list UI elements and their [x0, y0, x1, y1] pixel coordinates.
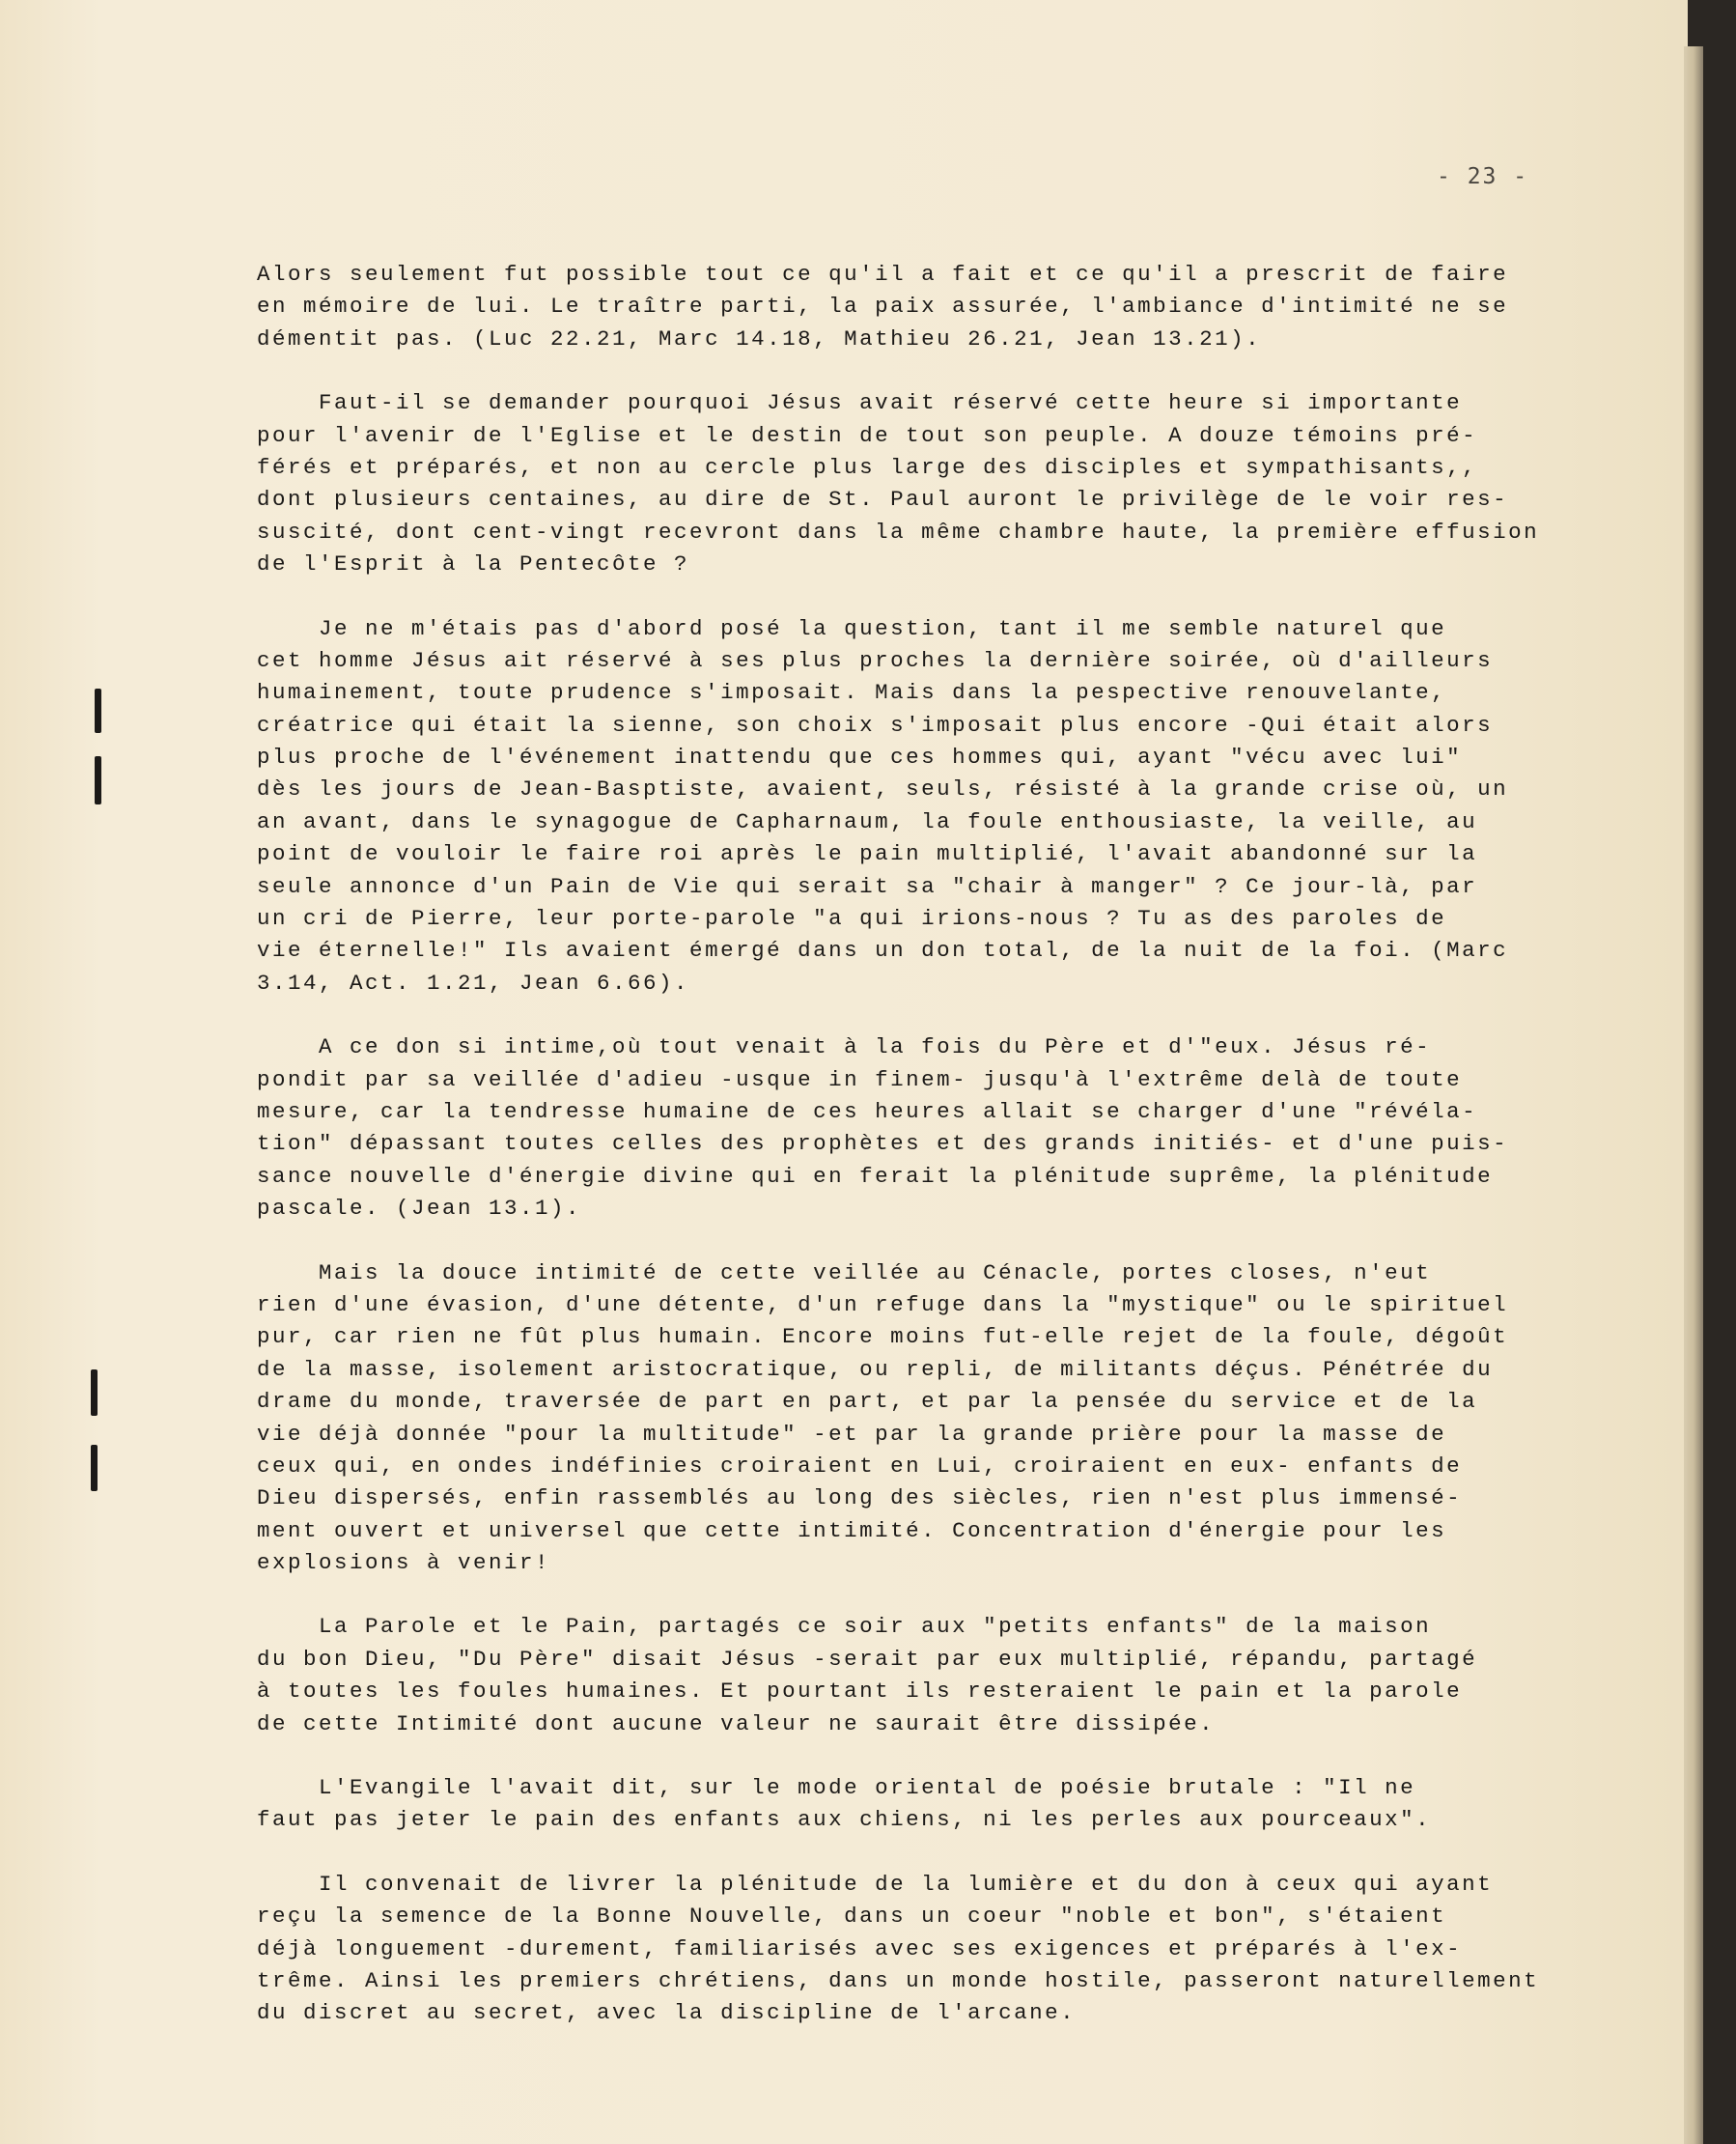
text-line: dès les jours de Jean-Basptiste, avaient, seuls, résisté à la grande crise où, un [257, 776, 1509, 803]
text-line: faut pas jeter le pain des enfants aux chiens, ni les perles aux pourceaux". [257, 1807, 1432, 1833]
text-line: pascale. (Jean 13.1). [257, 1196, 582, 1222]
paragraph [257, 1031, 1628, 1225]
text-line: Faut-il se demander pourquoi Jésus avait réservé cette heure si importante [257, 390, 1463, 416]
text-line: un cri de Pierre, leur porte-parole "a qui irions-nous ? Tu as des paroles de [257, 906, 1447, 932]
paragraph [257, 259, 1628, 355]
text-line: plus proche de l'événement inattendu que ces hommes qui, ayant "vécu avec lui" [257, 745, 1463, 771]
text-line: vie déjà donnée "pour la multitude" -et par la grande prière pour la masse de [257, 1421, 1447, 1447]
text-line: an avant, dans le synagogue de Capharnaum, la foule enthousiaste, la veille, au [257, 808, 1478, 834]
paragraph [257, 1869, 1628, 2030]
paragraph [257, 613, 1628, 1001]
text-line: dont plusieurs centaines, au dire de St. Paul auront le privilège de le voir res- [257, 487, 1509, 513]
text-line: pondit par sa veillée d'adieu -usque in finem- jusqu'à l'extrême delà de toute [257, 1066, 1463, 1092]
page-number: - 23 - [1437, 164, 1529, 189]
text-line: trême. Ainsi les premiers chrétiens, dans un monde hostile, passeront naturellement [257, 1967, 1540, 1993]
body-text [257, 259, 1628, 2062]
text-line: reçu la semence de la Bonne Nouvelle, dans un coeur "noble et bon", s'étaient [257, 1904, 1447, 1930]
margin-mark [91, 1369, 98, 1416]
text-line: A ce don si intime,où tout venait à la fois du Père et d'"eux. Jésus ré- [257, 1034, 1432, 1060]
paragraph [257, 1772, 1628, 1837]
text-line: créatrice qui était la sienne, son choix s'imposait plus encore -Qui était alors [257, 712, 1494, 738]
text-line: mesure, car la tendresse humaine de ces heures allait se charger d'une "révéla- [257, 1098, 1478, 1124]
paragraph [257, 1611, 1628, 1740]
text-line: pour l'avenir de l'Eglise et le destin de tout son peuple. A douze témoins pré- [257, 422, 1478, 448]
text-line: de la masse, isolement aristocratique, ou repli, de militants déçus. Pénétrée du [257, 1356, 1494, 1382]
text-line: déjà longuement -durement, familiarisés avec ses exigences et préparés à l'ex- [257, 1935, 1463, 1961]
paragraph [257, 387, 1628, 580]
text-line: seule annonce d'un Pain de Vie qui serait sa "chair à manger" ? Ce jour-là, par [257, 873, 1478, 899]
paragraph [257, 1257, 1628, 1580]
text-line: humainement, toute prudence s'imposait. Mais dans la pespective renouvelante, [257, 680, 1447, 706]
text-line: de cette Intimité dont aucune valeur ne saurait être dissipée. [257, 1710, 1216, 1736]
text-line: suscité, dont cent-vingt recevront dans la même chambre haute, la première effusion [257, 519, 1540, 545]
text-line: démentit pas. (Luc 22.21, Marc 14.18, Mathieu 26.21, Jean 13.21). [257, 325, 1262, 352]
text-line: drame du monde, traversée de part en part, et par la pensée du service et de la [257, 1389, 1478, 1415]
text-line: ment ouvert et universel que cette intimité. Concentration d'énergie pour les [257, 1517, 1447, 1543]
text-line: explosions à venir! [257, 1550, 551, 1576]
text-line: ceux qui, en ondes indéfinies croiraient en Lui, croiraient en eux- enfants de [257, 1453, 1463, 1479]
text-line: La Parole et le Pain, partagés ce soir aux "petits enfants" de la maison [257, 1614, 1432, 1640]
text-line: point de vouloir le faire roi après le pain multiplié, l'avait abandonné sur la [257, 841, 1478, 867]
margin-mark [91, 1445, 98, 1491]
text-line: de l'Esprit à la Pentecôte ? [257, 551, 690, 578]
text-line: sance nouvelle d'énergie divine qui en ferait la plénitude suprême, la plénitude [257, 1163, 1494, 1189]
text-line: vie éternelle!" Ils avaient émergé dans un don total, de la nuit de la foi. (Marc [257, 938, 1509, 964]
text-line: Mais la douce intimité de cette veillée au Cénacle, portes closes, n'eut [257, 1259, 1432, 1285]
text-line: tion" dépassant toutes celles des prophètes et des grands initiés- et d'une puis- [257, 1131, 1509, 1157]
text-line: L'Evangile l'avait dit, sur le mode oriental de poésie brutale : "Il ne [257, 1775, 1416, 1801]
text-line: du bon Dieu, "Du Père" disait Jésus -serait par eux multiplié, répandu, partagé [257, 1646, 1478, 1672]
page-edge [1684, 46, 1703, 2144]
text-line: pur, car rien ne fût plus humain. Encore moins fut-elle rejet de la foule, dégoût [257, 1324, 1509, 1350]
text-line: Je ne m'étais pas d'abord posé la question, tant il me semble naturel que [257, 615, 1447, 641]
text-line: Il convenait de livrer la plénitude de la lumière et du don à ceux qui ayant [257, 1871, 1494, 1897]
margin-mark [95, 756, 101, 804]
text-line: en mémoire de lui. Le traître parti, la paix assurée, l'ambiance d'intimité ne se [257, 294, 1509, 320]
text-line: férés et préparés, et non au cercle plus large des disciples et sympathisants,, [257, 454, 1478, 480]
text-line: Dieu dispersés, enfin rassemblés au long des siècles, rien n'est plus immensé- [257, 1485, 1463, 1511]
text-line: Alors seulement fut possible tout ce qu'il a fait et ce qu'il a prescrit de faire [257, 262, 1509, 287]
text-line: du discret au secret, avec la discipline de l'arcane. [257, 2000, 1077, 2026]
margin-mark [95, 689, 101, 733]
text-line: 3.14, Act. 1.21, Jean 6.66). [257, 970, 690, 996]
text-line: rien d'une évasion, d'une détente, d'un refuge dans la "mystique" ou le spirituel [257, 1291, 1509, 1317]
text-line: à toutes les foules humaines. Et pourtant ils resteraient le pain et la parole [257, 1679, 1463, 1705]
text-line: cet homme Jésus ait réservé à ses plus proches la dernière soirée, où d'ailleurs [257, 647, 1494, 673]
